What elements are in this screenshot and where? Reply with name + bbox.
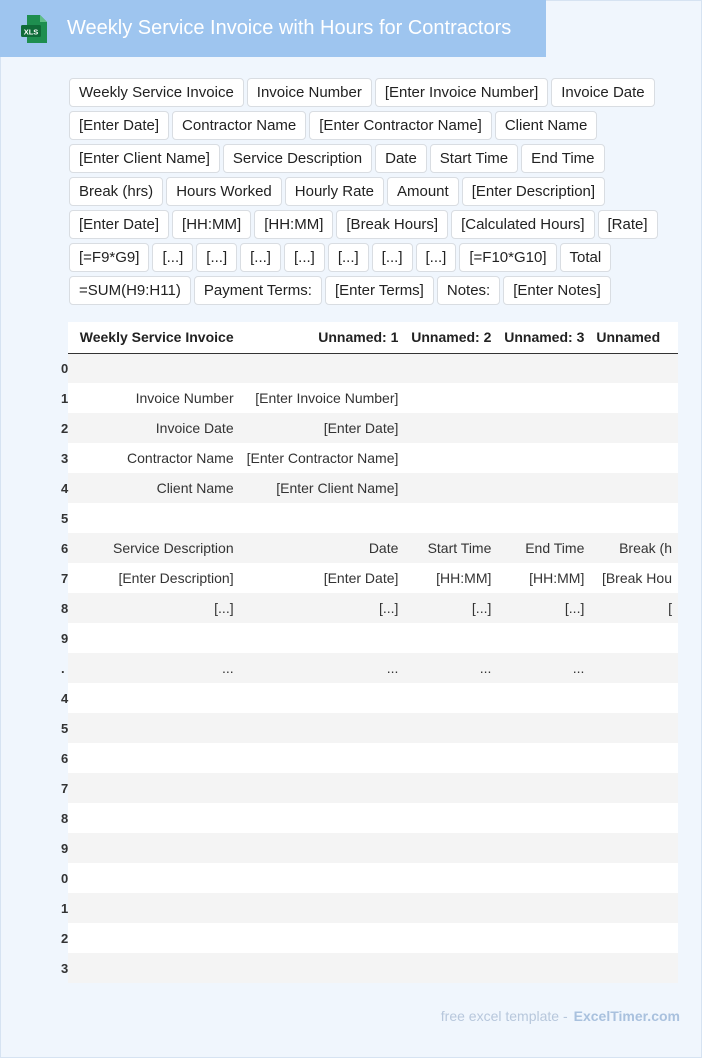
- column-header: Unnamed: 2: [404, 322, 497, 353]
- table-row: [68, 443, 678, 473]
- table-cell: [497, 713, 590, 743]
- table-cell: [590, 923, 678, 953]
- table-row: [68, 473, 678, 503]
- row-index: 7: [68, 563, 73, 593]
- table-cell: [240, 503, 405, 533]
- cell-chip[interactable]: Total: [560, 243, 612, 272]
- cell-chip[interactable]: Start Time: [430, 144, 518, 173]
- table-cell: [240, 623, 405, 653]
- table-cell: [590, 833, 678, 863]
- table-cell: [404, 503, 497, 533]
- row-index: 0: [68, 863, 73, 893]
- cell-chip[interactable]: Invoice Date: [551, 78, 654, 107]
- cell-chip[interactable]: [=F10*G10]: [459, 243, 556, 272]
- cell-chip[interactable]: [Enter Notes]: [503, 276, 611, 305]
- table-row: [68, 593, 678, 623]
- table-cell: [...]: [497, 593, 590, 623]
- table-cell: [240, 713, 405, 743]
- row-index: 9: [68, 623, 73, 653]
- xls-file-icon: [20, 14, 50, 44]
- row-index: 1: [68, 893, 73, 923]
- table-cell: [Break Hou: [590, 563, 678, 593]
- table-row: [68, 803, 678, 833]
- cell-chip[interactable]: Hourly Rate: [285, 177, 384, 206]
- cell-chip[interactable]: [Enter Date]: [69, 111, 169, 140]
- table-cell: [590, 893, 678, 923]
- table-cell: [73, 833, 240, 863]
- footer-free-text: free excel template -: [440, 1008, 568, 1024]
- table-cell: [404, 863, 497, 893]
- cell-chip[interactable]: =SUM(H9:H11): [69, 276, 191, 305]
- table-row: [68, 863, 678, 893]
- table-row: [68, 623, 678, 653]
- table-cell: [Enter Date]: [240, 563, 405, 593]
- table-row: [68, 383, 678, 413]
- table-row: [68, 653, 678, 683]
- table-cell: [73, 893, 240, 923]
- table-cell: [497, 413, 590, 443]
- table-header-row: [68, 322, 678, 353]
- table-cell: [404, 473, 497, 503]
- table-cell: [590, 443, 678, 473]
- table-cell: [590, 353, 678, 383]
- table-cell: [Enter Contractor Name]: [240, 443, 405, 473]
- table-row: [68, 743, 678, 773]
- table-cell: ...: [240, 653, 405, 683]
- cell-chip[interactable]: Break (hrs): [69, 177, 163, 206]
- title-bar: [0, 0, 546, 57]
- table-cell: [HH:MM]: [404, 563, 497, 593]
- footer-credit: [441, 1008, 680, 1024]
- table-cell: [404, 953, 497, 983]
- table-row: [68, 923, 678, 953]
- table-cell: [...]: [404, 593, 497, 623]
- table-cell: [590, 743, 678, 773]
- cell-chip[interactable]: Invoice Number: [247, 78, 372, 107]
- table-cell: Invoice Number: [73, 383, 240, 413]
- table-cell: [497, 773, 590, 803]
- cell-chip[interactable]: [Break Hours]: [336, 210, 448, 239]
- table-cell: [497, 863, 590, 893]
- table-cell: End Time: [497, 533, 590, 563]
- cell-chip[interactable]: Date: [375, 144, 427, 173]
- table-cell: [73, 803, 240, 833]
- table-cell: Invoice Date: [73, 413, 240, 443]
- table-cell: [73, 623, 240, 653]
- table-cell: [73, 923, 240, 953]
- table-cell: [404, 683, 497, 713]
- table-cell: [590, 623, 678, 653]
- table-cell: [240, 833, 405, 863]
- page-title: Weekly Service Invoice with Hours for Contractors: [67, 17, 512, 39]
- cell-chip[interactable]: [Calculated Hours]: [451, 210, 594, 239]
- cell-chip[interactable]: [Enter Date]: [69, 210, 169, 239]
- table-cell: Service Description: [73, 533, 240, 563]
- row-index: 2: [68, 413, 73, 443]
- row-index: 4: [68, 473, 73, 503]
- table-cell: [404, 623, 497, 653]
- table-cell: [73, 713, 240, 743]
- table-cell: [590, 773, 678, 803]
- table-row: [68, 833, 678, 863]
- row-index: 1: [68, 383, 73, 413]
- table-row: [68, 683, 678, 713]
- table-cell: [497, 743, 590, 773]
- table-cell: [73, 353, 240, 383]
- cell-chip[interactable]: Payment Terms:: [194, 276, 322, 305]
- table-row: [68, 353, 678, 383]
- cell-chip[interactable]: [...]: [152, 243, 193, 272]
- table-cell: [590, 413, 678, 443]
- table-cell: [497, 953, 590, 983]
- row-index: 9: [68, 833, 73, 863]
- table-cell: [...]: [73, 593, 240, 623]
- table-cell: Break (h: [590, 533, 678, 563]
- row-index: 8: [68, 803, 73, 833]
- table-cell: [497, 923, 590, 953]
- table-cell: [73, 773, 240, 803]
- table-cell: [73, 863, 240, 893]
- table-cell: [404, 743, 497, 773]
- table-cell: [404, 383, 497, 413]
- cell-chip-list: [69, 78, 669, 305]
- cell-chip[interactable]: Hours Worked: [166, 177, 282, 206]
- table-cell: [240, 863, 405, 893]
- table-cell: [590, 653, 678, 683]
- row-index: 5: [68, 713, 73, 743]
- cell-chip[interactable]: [...]: [240, 243, 281, 272]
- table-cell: ...: [497, 653, 590, 683]
- table-cell: [Enter Client Name]: [240, 473, 405, 503]
- row-index: 4: [68, 683, 73, 713]
- row-index: 3: [68, 953, 73, 983]
- cell-chip[interactable]: [...]: [328, 243, 369, 272]
- column-header: Weekly Service Invoice: [73, 322, 240, 353]
- table-cell: [590, 503, 678, 533]
- cell-chip[interactable]: [...]: [416, 243, 457, 272]
- cell-chip[interactable]: [Rate]: [598, 210, 658, 239]
- row-index: 3: [68, 443, 73, 473]
- table-cell: [73, 503, 240, 533]
- table-cell: [404, 893, 497, 923]
- cell-chip[interactable]: Contractor Name: [172, 111, 306, 140]
- column-header: Unnamed: 1: [240, 322, 405, 353]
- table-row: [68, 893, 678, 923]
- table-cell: [...]: [240, 593, 405, 623]
- row-index: 5: [68, 503, 73, 533]
- cell-chip[interactable]: [HH:MM]: [172, 210, 251, 239]
- table-cell: [240, 353, 405, 383]
- table-cell: [Enter Invoice Number]: [240, 383, 405, 413]
- row-index: 6: [68, 533, 73, 563]
- table-cell: [Enter Date]: [240, 413, 405, 443]
- cell-chip[interactable]: [Enter Contractor Name]: [309, 111, 492, 140]
- cell-chip[interactable]: Service Description: [223, 144, 372, 173]
- table-cell: [590, 953, 678, 983]
- table-cell: [404, 443, 497, 473]
- spreadsheet-preview: [61, 322, 678, 982]
- table-row: [68, 953, 678, 983]
- table-cell: ...: [73, 653, 240, 683]
- cell-chip[interactable]: [...]: [284, 243, 325, 272]
- cell-chip[interactable]: End Time: [521, 144, 604, 173]
- table-cell: [590, 383, 678, 413]
- table-cell: [404, 713, 497, 743]
- table-cell: [73, 683, 240, 713]
- table-cell: [497, 833, 590, 863]
- table-cell: [497, 443, 590, 473]
- cell-chip[interactable]: [Enter Terms]: [325, 276, 434, 305]
- cell-chip[interactable]: [=F9*G9]: [69, 243, 149, 272]
- table-cell: Client Name: [73, 473, 240, 503]
- cell-chip[interactable]: Notes:: [437, 276, 500, 305]
- footer-brand-link[interactable]: ExcelTimer.com: [573, 1008, 680, 1024]
- table-row: [68, 773, 678, 803]
- table-row: [68, 413, 678, 443]
- table-row: [68, 503, 678, 533]
- table-cell: [240, 953, 405, 983]
- table-cell: [404, 773, 497, 803]
- data-table: [61, 322, 678, 983]
- table-cell: [590, 683, 678, 713]
- table-cell: Contractor Name: [73, 443, 240, 473]
- cell-chip[interactable]: [...]: [372, 243, 413, 272]
- table-cell: [404, 803, 497, 833]
- table-body: [61, 353, 678, 983]
- table-cell: [497, 893, 590, 923]
- table-cell: [73, 953, 240, 983]
- cell-chip[interactable]: [Enter Description]: [462, 177, 605, 206]
- table-cell: [590, 863, 678, 893]
- table-row: [68, 563, 678, 593]
- table-cell: [590, 803, 678, 833]
- table-cell: [240, 893, 405, 923]
- table-cell: [404, 353, 497, 383]
- cell-chip[interactable]: [Enter Invoice Number]: [375, 78, 548, 107]
- table-cell: ...: [404, 653, 497, 683]
- row-index: 8: [68, 593, 73, 623]
- table-row: [68, 713, 678, 743]
- table-row: [68, 533, 678, 563]
- table-cell: [240, 773, 405, 803]
- table-cell: [404, 833, 497, 863]
- row-index: 0: [68, 353, 73, 383]
- table-cell: [240, 743, 405, 773]
- column-header: Unnamed: 3: [497, 322, 590, 353]
- xls-icon-label: XLS: [23, 27, 39, 37]
- table-cell: [404, 923, 497, 953]
- table-cell: [590, 713, 678, 743]
- table-cell: [497, 503, 590, 533]
- table-cell: [497, 353, 590, 383]
- cell-chip[interactable]: Client Name: [495, 111, 598, 140]
- cell-chip[interactable]: Amount: [387, 177, 459, 206]
- table-cell: [497, 803, 590, 833]
- table-cell: [240, 683, 405, 713]
- table-cell: [240, 803, 405, 833]
- table-cell: [497, 683, 590, 713]
- row-index: 7: [68, 773, 73, 803]
- table-cell: Date: [240, 533, 405, 563]
- table-cell: [497, 383, 590, 413]
- table-cell: [: [590, 593, 678, 623]
- table-cell: [497, 623, 590, 653]
- table-cell: Start Time: [404, 533, 497, 563]
- table-cell: [590, 473, 678, 503]
- cell-chip[interactable]: Weekly Service Invoice: [69, 78, 244, 107]
- table-cell: [404, 413, 497, 443]
- table-cell: [HH:MM]: [497, 563, 590, 593]
- row-index: .: [68, 653, 73, 683]
- cell-chip[interactable]: [Enter Client Name]: [69, 144, 220, 173]
- cell-chip[interactable]: [HH:MM]: [254, 210, 333, 239]
- column-header: Unnamed: [590, 322, 678, 353]
- table-cell: [73, 743, 240, 773]
- row-index: 2: [68, 923, 73, 953]
- table-cell: [497, 473, 590, 503]
- row-index: 6: [68, 743, 73, 773]
- table-cell: [Enter Description]: [73, 563, 240, 593]
- table-cell: [240, 923, 405, 953]
- cell-chip[interactable]: [...]: [196, 243, 237, 272]
